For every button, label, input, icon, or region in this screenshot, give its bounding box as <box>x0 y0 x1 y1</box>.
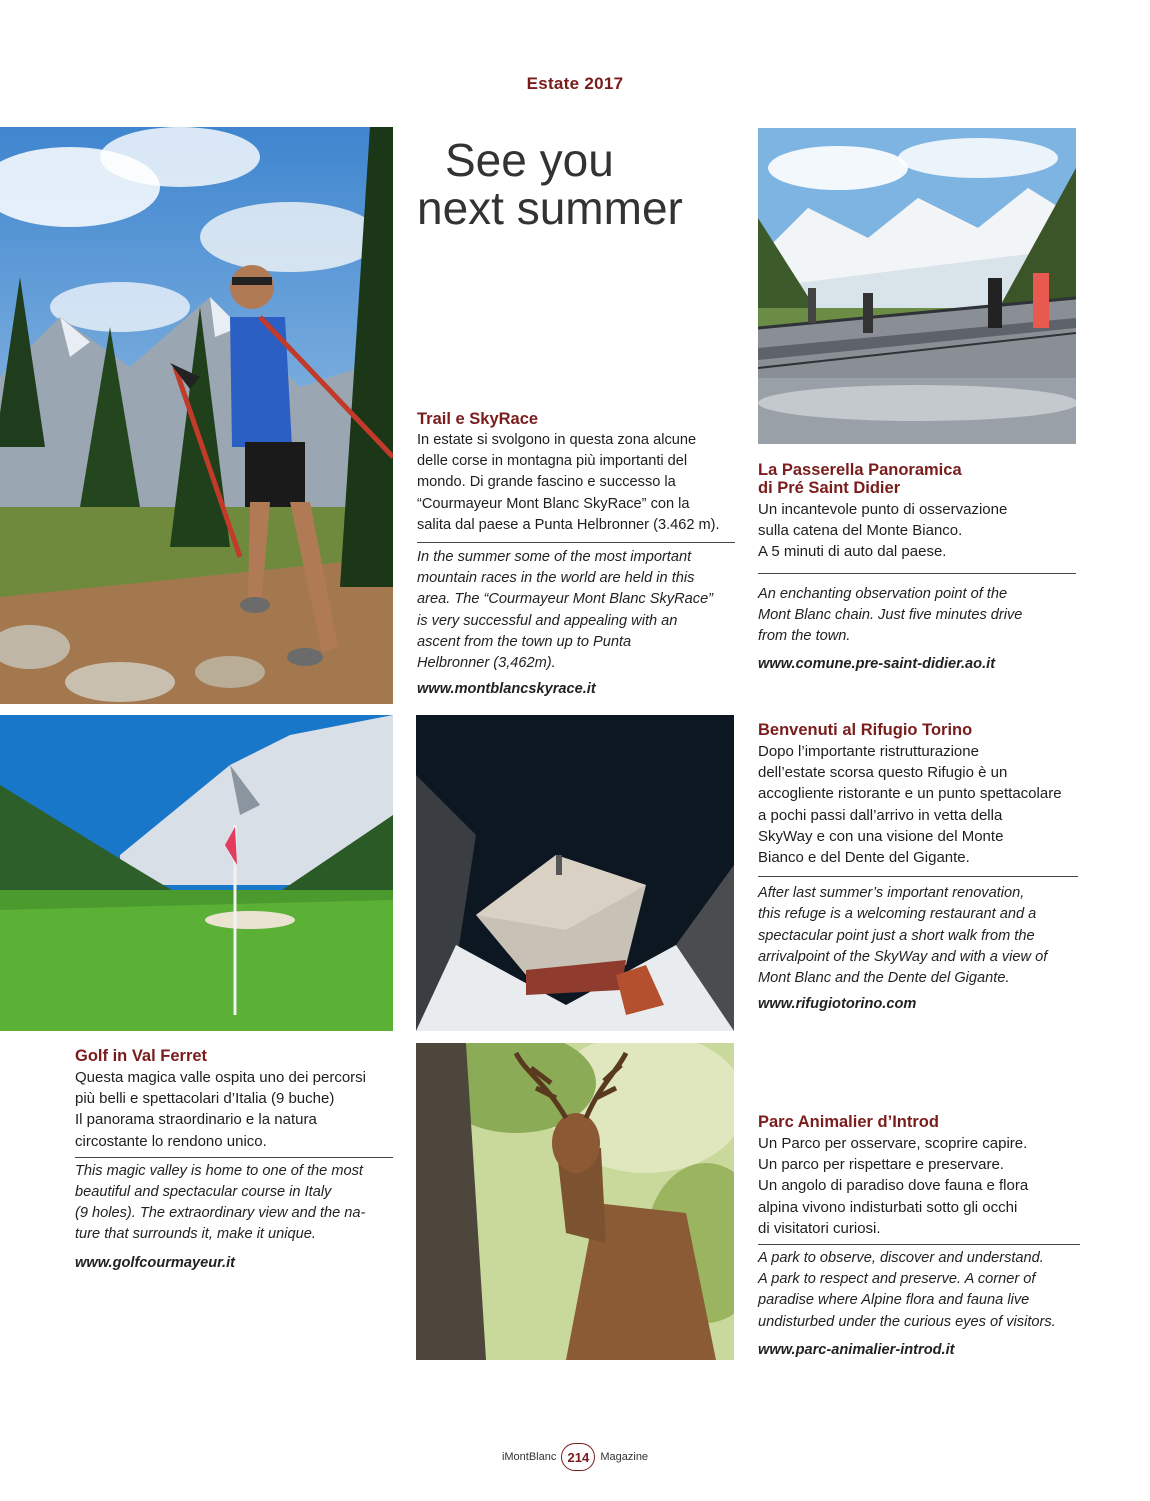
divider <box>417 542 735 543</box>
article-passerella-text-en: An enchanting observation point of the Mont Blanc chain. Just five minutes drive from the town. <box>758 585 1023 645</box>
article-passerella-title: La Passerella Panoramica di Pré Saint Didier <box>758 461 962 497</box>
article-passerella-text-it: Un incantevole punto di osservazione sulla catena del Monte Bianco. A 5 minuti di auto dal paese. <box>758 501 1008 561</box>
photo-trail-runner <box>0 127 393 704</box>
headline-line-2: next summer <box>417 182 683 234</box>
article-passerella <box>758 461 1076 672</box>
article-parc-text-it: Un Parco per osservare, scoprire capire. Un parco per rispettare e preservare. Un angolo di paradiso dove fauna e flora alpina vivono indisturbati sotto gli occhi di visitatori curiosi. <box>758 1135 1029 1237</box>
article-golf-text-en: This magic valley is home to one of the most beautiful and spectacular course in Italy (9 holes). The extraordinary view and the na- ture that surrounds it, make it unique. <box>75 1162 366 1243</box>
article-rifugio-text-en: After last summer’s important renovation, this refuge is a welcoming restaurant and a spectacular point just a short walk from the arrivalpoint of the SkyWay and with a view of Mont Blanc and the Dente del Gigante. <box>758 885 1048 987</box>
article-golf-title: Golf in Val Ferret <box>75 1047 208 1065</box>
page-number: 214 <box>561 1443 595 1471</box>
article-parc-text-en: A park to observe, discover and understand. A park to respect and preserve. A corner of paradise where Alpine flora and fauna live undisturbed under the curious eyes of visitors. <box>758 1250 1056 1330</box>
article-golf <box>75 1047 393 1271</box>
article-golf-text-it: Questa magica valle ospita uno dei percorsi più belli e spettacolari d’Italia (9 buche) Il panorama straordinario e la natura circostante lo rendono unico. <box>75 1069 366 1150</box>
article-trail <box>417 410 735 697</box>
article-rifugio-text-it: Dopo l’importante ristrutturazione dell’estate scorsa questo Rifugio è un accogliente ristorante e un punto spettacolare a pochi passi dall’arrivo in vetta della SkyWay e con una visione del Monte Bianco e del Dente del Gigante. <box>758 743 1062 867</box>
divider <box>758 573 1076 574</box>
article-rifugio-url[interactable]: www.rifugiotorino.com <box>758 996 917 1013</box>
divider <box>758 876 1078 877</box>
article-trail-url[interactable]: www.montblancskyrace.it <box>417 681 596 698</box>
article-passerella-url[interactable]: www.comune.pre-saint-didier.ao.it <box>758 656 996 673</box>
photo-golf <box>0 715 393 1031</box>
footer-magazine: Magazine <box>600 1451 649 1463</box>
headline-line-1: See you <box>445 134 614 186</box>
article-parc <box>758 1113 1080 1358</box>
page-footer <box>0 1440 1150 1474</box>
photo-rifugio <box>416 715 734 1031</box>
photo-deer <box>416 1043 734 1360</box>
article-rifugio <box>758 721 1078 1012</box>
article-trail-text-it: In estate si svolgono in questa zona alcune delle corse in montagna più importanti del mondo. Di grande fascino e successo la “Courmayeur Mont Blanc SkyRace” con la salita dal paese a Punta Helbronner (3.462 m). <box>417 432 720 533</box>
article-rifugio-title: Benvenuti al Rifugio Torino <box>758 721 973 739</box>
article-parc-title: Parc Animalier d’Introd <box>758 1113 939 1131</box>
photo-passerella <box>758 128 1076 444</box>
divider <box>75 1157 393 1158</box>
article-parc-url[interactable]: www.parc-animalier-introd.it <box>758 1341 955 1358</box>
footer-brand: iMontBlanc <box>501 1451 557 1463</box>
article-golf-url[interactable]: www.golfcourmayeur.it <box>75 1254 236 1271</box>
article-trail-title: Trail e SkyRace <box>417 410 539 428</box>
article-trail-text-en: In the summer some of the most important mountain races in the world are held in this area. The “Courmayeur Mont Blanc SkyRace” is very successful and appealing with an ascent from the town up to Punta Helbronner (3,462m). <box>417 549 714 672</box>
issue-label: Estate 2017 <box>526 74 624 93</box>
page-headline <box>417 136 737 232</box>
divider <box>758 1244 1080 1245</box>
